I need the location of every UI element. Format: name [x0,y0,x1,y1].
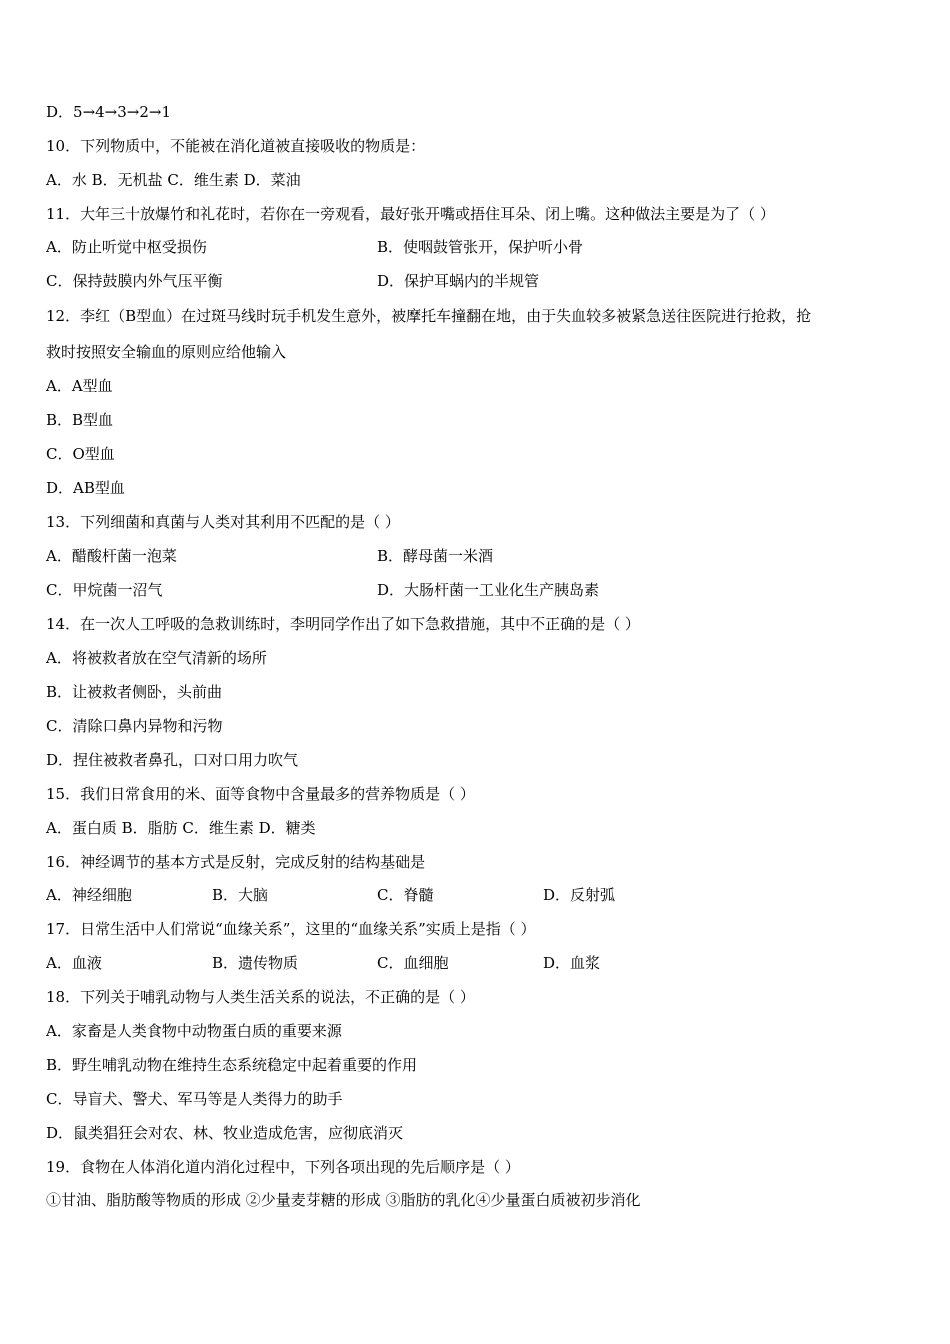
question-14: 14．在一次人工呼吸的急救训练时，李明同学作出了如下急救措施，其中不正确的是（ ） [46,615,640,633]
question-10-options: A．水 B．无机盐 C．维生素 D．菜油 [46,171,301,189]
question-12-cont: 救时按照安全输血的原则应给他输入 [46,343,287,361]
q12-option-c: C．O型血 [46,445,115,463]
question-19: 19．食物在人体消化道内消化过程中，下列各项出现的先后顺序是（ ） [46,1158,520,1176]
q13-option-a: A．醋酸杆菌一泡菜 [46,547,177,565]
q13-option-d: D．大肠杆菌一工业化生产胰岛素 [377,581,600,599]
q13-option-c: C．甲烷菌一沼气 [46,581,163,599]
question-18: 18．下列关于哺乳动物与人类生活关系的说法，不正确的是（ ） [46,988,475,1006]
q12-option-a: A．A型血 [46,377,113,395]
q11-option-d: D．保护耳蜗内的半规管 [377,272,540,290]
q12-option-d: D．AB型血 [46,479,125,497]
q18-option-c: C．导盲犬、警犬、军马等是人类得力的助手 [46,1090,343,1108]
question-11: 11．大年三十放爆竹和礼花时，若你在一旁观看，最好张开嘴或捂住耳朵、闭上嘴。这种做法主要是为了（ ） [46,205,775,223]
q17-option-b: B．遗传物质 [212,954,299,972]
q16-option-c: C．脊髓 [377,886,434,904]
question-15-options: A．蛋白质 B．脂肪 C．维生素 D．糖类 [46,819,316,837]
question-19-statements: ①甘油、脂肪酸等物质的形成 ②少量麦芽糖的形成 ③脂肪的乳化④少量蛋白质被初步消化 [46,1191,641,1209]
q17-option-d: D．血浆 [543,954,601,972]
question-16: 16．神经调节的基本方式是反射，完成反射的结构基础是 [46,853,426,871]
q11-option-b: B．使咽鼓管张开，保护听小骨 [377,238,584,256]
q18-option-d: D．鼠类猖狂会对农、林、牧业造成危害，应彻底消灭 [46,1124,404,1142]
option-d-prev: D．5→4→3→2→1 [46,103,172,121]
question-17: 17．日常生活中人们常说“血缘关系”，这里的“血缘关系”实质上是指（ ） [46,920,536,938]
q17-option-c: C．血细胞 [377,954,449,972]
q14-option-a: A．将被救者放在空气清新的场所 [46,649,267,667]
q16-option-b: B．大脑 [212,886,269,904]
q14-option-c: C．清除口鼻内异物和污物 [46,717,223,735]
q16-option-d: D．反射弧 [543,886,616,904]
question-13: 13．下列细菌和真菌与人类对其利用不匹配的是（ ） [46,513,400,531]
q17-option-a: A．血液 [46,954,102,972]
question-15: 15．我们日常食用的米、面等食物中含量最多的营养物质是（ ） [46,785,475,803]
question-10: 10．下列物质中，不能被在消化道被直接吸收的物质是： [46,137,426,155]
q16-option-a: A．神经细胞 [46,886,132,904]
q14-option-b: B．让被救者侧卧，头前曲 [46,683,223,701]
q12-option-b: B．B型血 [46,411,114,429]
q13-option-b: B．酵母菌一米酒 [377,547,494,565]
q11-option-a: A．防止听觉中枢受损伤 [46,238,207,256]
q14-option-d: D．捏住被救者鼻孔，口对口用力吹气 [46,751,299,769]
q18-option-b: B．野生哺乳动物在维持生态系统稳定中起着重要的作用 [46,1056,418,1074]
q11-option-c: C．保持鼓膜内外气压平衡 [46,272,223,290]
q18-option-a: A．家畜是人类食物中动物蛋白质的重要来源 [46,1022,342,1040]
question-12: 12．李红（B型血）在过斑马线时玩手机发生意外，被摩托车撞翻在地，由于失血较多被紧急送往医院进行抢救，抢 [46,307,812,325]
